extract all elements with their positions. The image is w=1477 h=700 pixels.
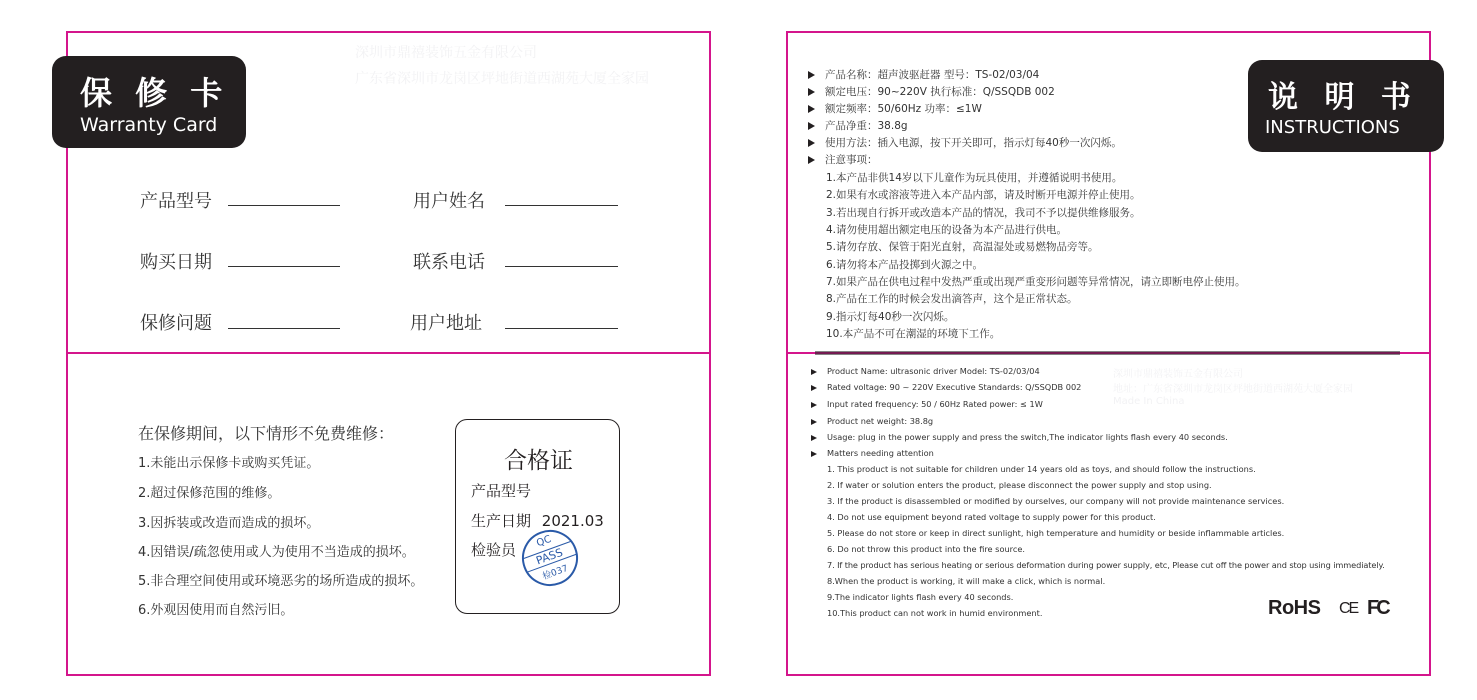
bullet-icon [808, 105, 815, 113]
bullet-icon [811, 369, 817, 375]
spec-en-text: Matters needing attention [827, 448, 934, 458]
field-contact-phone-line[interactable] [505, 266, 618, 267]
spec-en-item [811, 399, 1043, 409]
bullet-icon [808, 122, 815, 130]
bullet-icon [811, 402, 817, 408]
spec-cn-text: 产品名称：超声波驱赶器 型号：TS-02/03/04 [825, 69, 1040, 81]
field-product-model-label: 产品型号 [140, 191, 212, 212]
warranty-title-en: Warranty Card [80, 114, 218, 136]
instructions-title-tag [1248, 60, 1444, 152]
warranty-watermark-line-1: 深圳市鼎禧装饰五金有限公司 [355, 45, 537, 61]
field-contact-phone-label: 联系电话 [413, 252, 485, 273]
note-cn-item: 6.请勿将本产品投掷到火源之中。 [826, 259, 984, 271]
note-en-item: 5. Please do not store or keep in direct sunlight, high temperature and humidity or beside inflammable articles. [827, 528, 1285, 538]
field-user-address-label: 用户地址 [410, 313, 482, 334]
bullet-icon [808, 139, 815, 147]
note-cn-item: 7.如果产品在供电过程中发热严重或出现严重变形问题等异常情况，请立即断电停止使用。 [826, 276, 1246, 288]
spec-cn-item [808, 118, 908, 133]
warranty-card-divider [66, 352, 711, 354]
note-cn-item: 5.请勿存放、保管于阳光直射，高温湿处或易燃物品旁等。 [826, 241, 1099, 253]
spec-en-text: Product Name: ultrasonic driver Model: TS-02/03/04 [827, 366, 1040, 376]
bullet-icon [811, 385, 817, 391]
warranty-card-title-tag [52, 56, 246, 148]
exclusion-item: 5.非合理空间使用或环境恶劣的场所造成的损坏。 [138, 574, 424, 589]
note-en-item: 4. Do not use equipment beyond rated voltage to supply power for this product. [827, 512, 1156, 522]
spec-en-text: Rated voltage: 90 ~ 220V Executive Standards: Q/SSQDB 002 [827, 382, 1082, 392]
ce-mark: CE [1339, 600, 1358, 617]
rohs-mark: RoHS [1268, 597, 1321, 619]
spec-en-item [811, 416, 933, 426]
spec-cn-item [808, 152, 878, 167]
instructions-title-en: INSTRUCTIONS [1265, 117, 1400, 138]
spec-en-item [811, 382, 1081, 392]
bullet-icon [811, 419, 817, 425]
instructions-watermark-line-2: 地址：广东省深圳市龙岗区坪地街道西湖苑大厦全家园 [1113, 384, 1353, 395]
note-cn-item: 8.产品在工作的时候会发出滴答声，这个是正常状态。 [826, 293, 1078, 305]
bullet-icon [811, 451, 817, 457]
spec-cn-text: 额定频率：50/60Hz 功率：≤1W [825, 103, 982, 115]
field-purchase-date-label: 购买日期 [140, 252, 212, 273]
spec-cn-item [808, 67, 1039, 82]
spec-cn-text: 使用方法：插入电源，按下开关即可，指示灯每40秒一次闪烁。 [825, 137, 1122, 149]
spec-cn-item [808, 135, 1122, 150]
spec-en-text: Usage: plug in the power supply and press the switch,The indicator lights flash every 40 seconds. [827, 432, 1228, 442]
spec-en-item [811, 432, 1228, 442]
certificate-model-label: 产品型号 [471, 482, 532, 500]
spec-cn-text: 额定电压：90~220V 执行标准：Q/SSQDB 002 [825, 86, 1055, 98]
spec-cn-text: 产品净重：38.8g [825, 120, 908, 132]
exclusion-item: 3.因拆装或改造而造成的损坏。 [138, 516, 320, 531]
spec-cn-item [808, 84, 1055, 99]
instructions-watermark-line-3: Made In China [1113, 396, 1185, 407]
note-en-item: 9.The indicator lights flash every 40 seconds. [827, 592, 1014, 602]
note-cn-item: 10.本产品不可在潮湿的环境下工作。 [826, 328, 1001, 340]
field-repair-issue-label: 保修问题 [140, 313, 212, 334]
spec-en-item [811, 366, 1040, 376]
spec-cn-item [808, 101, 982, 116]
instructions-divider-shadow [815, 351, 1400, 355]
field-user-name-line[interactable] [505, 205, 618, 206]
stamp-qc: QC [535, 533, 553, 550]
certificate-title: 合格证 [504, 448, 573, 474]
field-user-address-line[interactable] [505, 328, 618, 329]
field-purchase-date-line[interactable] [228, 266, 340, 267]
bullet-icon [811, 435, 817, 441]
note-cn-item: 2.如果有水或溶液等进入本产品内部，请及时断开电源并停止使用。 [826, 189, 1141, 201]
note-cn-item: 9.指示灯每40秒一次闪烁。 [826, 311, 955, 323]
certificate-date-label: 生产日期 [471, 512, 532, 530]
certificate-date-value: 2021.03 [541, 512, 604, 530]
spec-cn-text: 注意事项： [825, 154, 878, 166]
note-en-item: 1. This product is not suitable for children under 14 years old as toys, and should follow the instructions. [827, 464, 1256, 474]
certificate-date-row [471, 510, 604, 531]
bullet-icon [808, 71, 815, 79]
note-cn-item: 3.若出现自行拆开或改造本产品的情况，我司不予以提供维修服务。 [826, 207, 1141, 219]
note-en-item: 7. If the product has serious heating or serious deformation during power supply, etc, Please cut off the power and stop using immediately. [827, 560, 1385, 570]
warranty-watermark-line-2: 广东省深圳市龙岗区坪地街道西湖苑大厦全家园 [355, 71, 649, 87]
certificate-inspector-label: 检验员 [471, 541, 517, 559]
note-cn-item: 4.请勿使用超出额定电压的设备为本产品进行供电。 [826, 224, 1068, 236]
spec-en-text: Product net weight: 38.8g [827, 416, 934, 426]
note-en-item: 2. If water or solution enters the product, please disconnect the power supply and stop using. [827, 480, 1212, 490]
exclusion-item: 1.未能出示保修卡或购买凭证。 [138, 456, 320, 471]
field-repair-issue-line[interactable] [228, 328, 340, 329]
note-cn-item: 1.本产品非供14岁以下儿童作为玩具使用，并遵循说明书使用。 [826, 172, 1123, 184]
qc-certificate-box [455, 419, 620, 614]
bullet-icon [808, 88, 815, 96]
exclusion-item: 4.因错误/疏忽使用或人为使用不当造成的损坏。 [138, 545, 415, 560]
spec-en-item [811, 448, 934, 458]
qc-pass-stamp-icon [514, 522, 586, 594]
fcc-mark: FC [1367, 597, 1388, 619]
field-product-model-line[interactable] [228, 205, 340, 206]
stamp-inspector-id: 检037 [541, 563, 570, 583]
instructions-watermark-line-1: 深圳市鼎禧装饰五金有限公司 [1113, 369, 1243, 380]
note-en-item: 8.When the product is working, it will make a click, which is normal. [827, 576, 1106, 586]
note-en-item: 10.This product can not work in humid environment. [827, 608, 1043, 618]
instructions-title-cn: 说 明 书 [1268, 80, 1419, 115]
exclusions-title: 在保修期间，以下情形不免费维修： [138, 424, 395, 443]
exclusion-item: 6.外观因使用而自然污旧。 [138, 603, 294, 618]
stamp-pass: PASS [522, 541, 576, 573]
note-en-item: 3. If the product is disassembled or modified by ourselves, our company will not provide maintenance services. [827, 496, 1285, 506]
exclusion-item: 2.超过保修范围的维修。 [138, 486, 281, 501]
warranty-title-cn: 保 修 卡 [80, 74, 229, 112]
note-en-item: 6. Do not throw this product into the fire source. [827, 544, 1025, 554]
bullet-icon [808, 156, 815, 164]
spec-en-text: Input rated frequency: 50 / 60Hz Rated power: ≤ 1W [827, 399, 1043, 409]
field-user-name-label: 用户姓名 [413, 191, 485, 212]
